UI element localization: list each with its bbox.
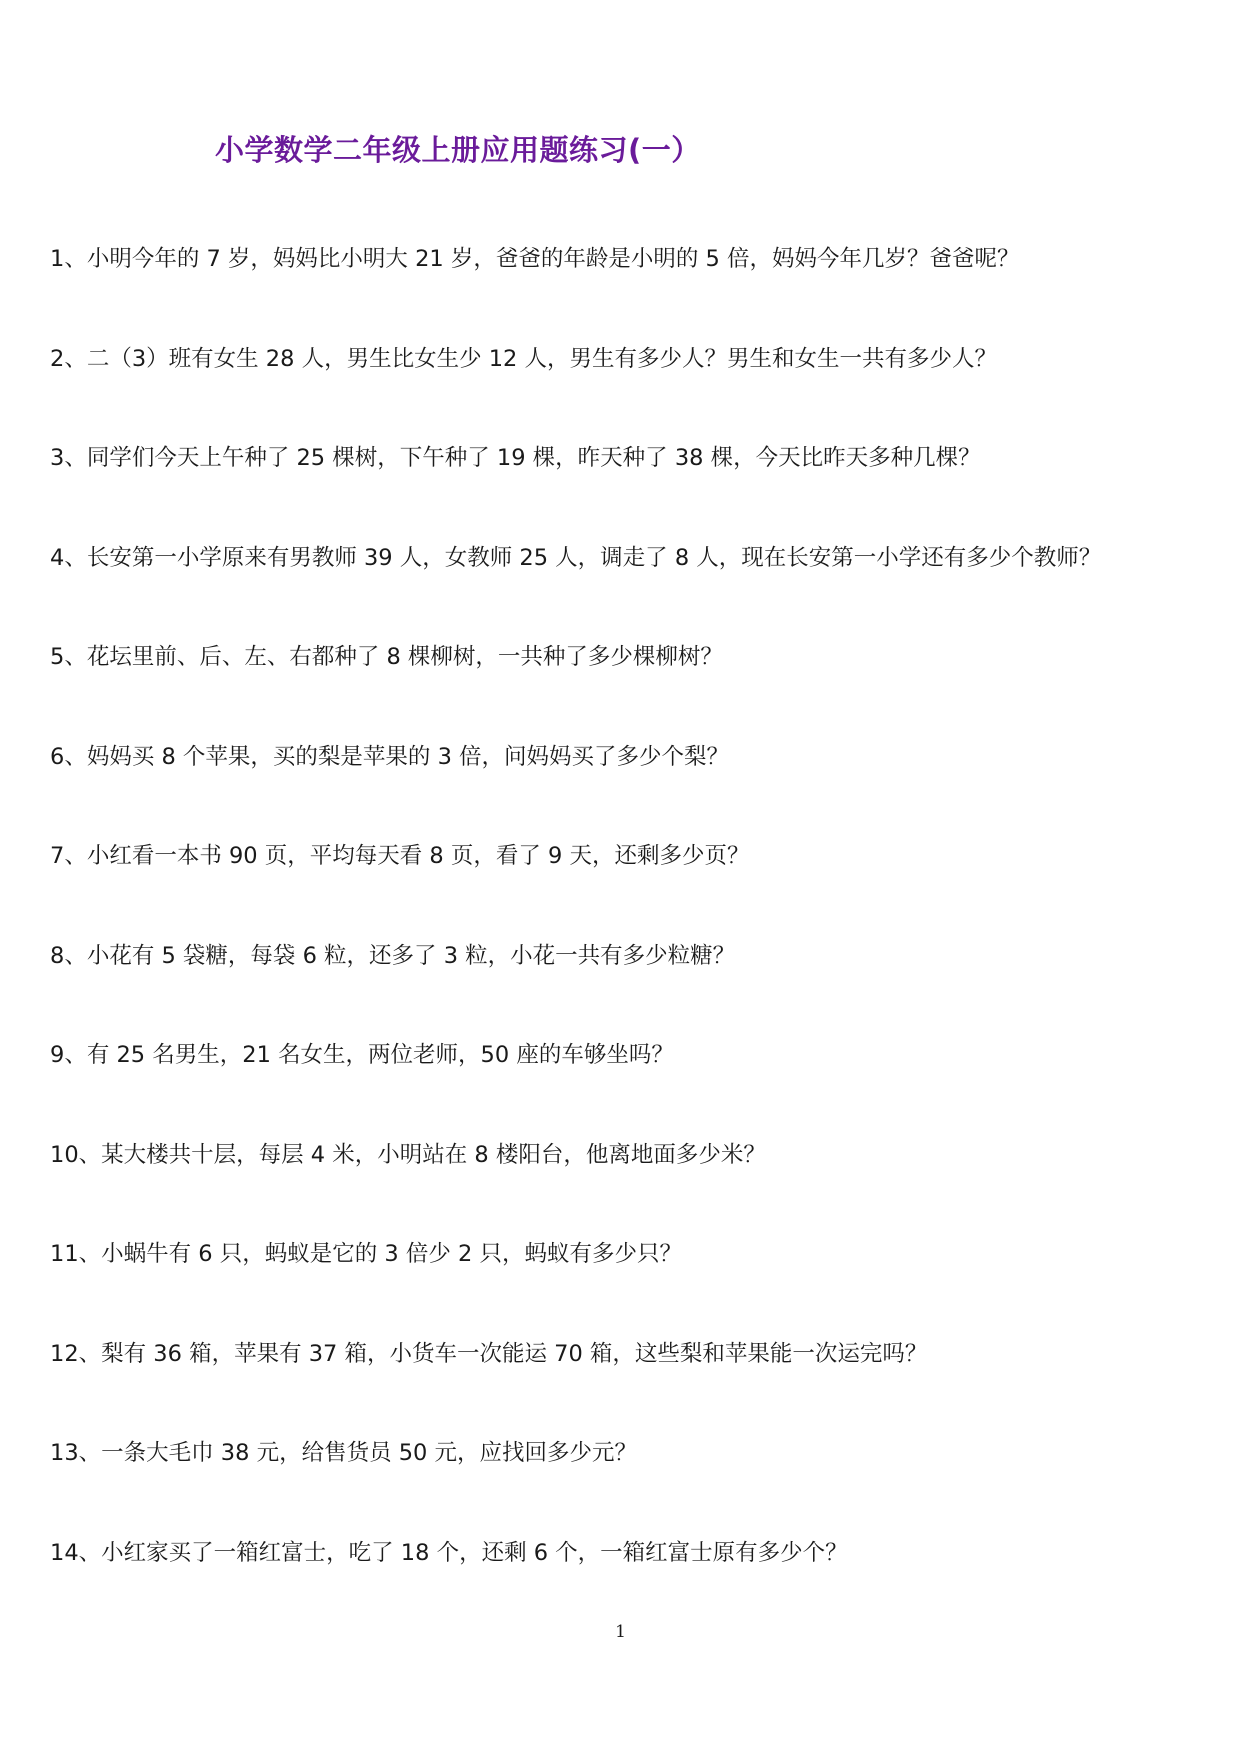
question-13: 13、一条大毛巾 38 元，给售货员 50 元，应找回多少元？ [50,1440,638,1466]
question-10: 10、某大楼共十层，每层 4 米，小明站在 8 楼阳台，他离地面多少米？ [50,1141,766,1168]
question-5: 5、花坛里前、后、左、右都种了 8 棵柳树，一共种了多少棵柳树？ [50,644,723,670]
question-12: 12、梨有 36 箱，苹果有 37 箱，小货车一次能运 70 箱，这些梨和苹果能一次运完吗？ [50,1340,928,1367]
question-list [50,244,1210,1637]
question-6: 6、妈妈买 8 个苹果，买的梨是苹果的 3 倍，问妈妈买了多少个梨？ [50,743,730,770]
question-9: 9、有 25 名男生，21 名女生，两位老师，50 座的车够坐吗？ [50,1042,674,1068]
question-11: 11、小蜗牛有 6 只，蚂蚁是它的 3 倍少 2 只，蚂蚁有多少只？ [50,1241,682,1267]
question-14: 14、小红家买了一箱红富士，吃了 18 个，还剩 6 个，一箱红富士原有多少个？ [50,1539,848,1566]
question-3: 3、同学们今天上午种了 25 棵树，下午种了 19 棵，昨天种了 38 棵，今天比昨天多种几棵？ [50,445,981,471]
page-title: 小学数学二年级上册应用题练习(一） [215,133,701,167]
question-4: 4、长安第一小学原来有男教师 39 人，女教师 25 人，调走了 8 人，现在长安第一小学还有多少个教师？ [50,544,1102,571]
question-2: 2、二（3）班有女生 28 人，男生比女生少 12 人，男生有多少人？男生和女生一共有多少人？ [50,345,998,372]
question-7: 7、小红看一本书 90 页，平均每天看 8 页，看了 9 天，还剩多少页？ [50,843,750,869]
question-1: 1、小明今年的 7 岁，妈妈比小明大 21 岁，爸爸的年龄是小明的 5 倍，妈妈今年几岁？爸爸呢？ [50,246,1020,272]
question-8: 8、小花有 5 袋糖，每袋 6 粒，还多了 3 粒，小花一共有多少粒糖？ [50,942,736,969]
page-number: 1 [615,1622,626,1642]
